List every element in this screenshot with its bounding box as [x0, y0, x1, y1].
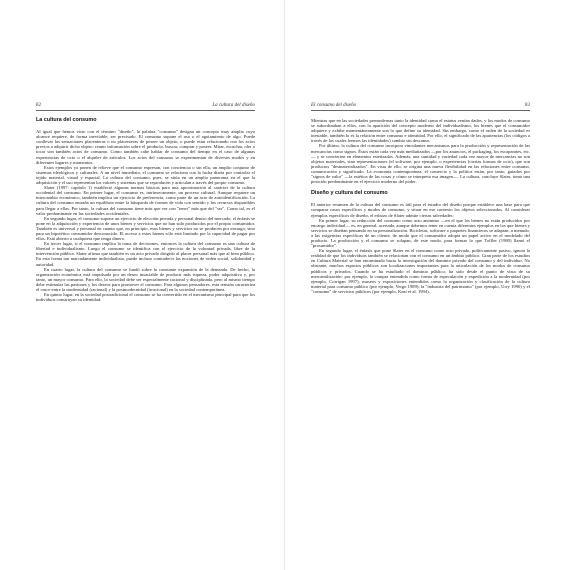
running-head-right: El consumo del diseño	[311, 103, 357, 108]
right-page	[285, 0, 570, 570]
paragraph: En primer lugar, su reducción del consumo como acto anónimo —en el que los bienes no están producidos por encargo individual— es, en general, acertada, aunque debemos tener en cuenta diferentes ejemplos en los que bienes y servicios se diseñan pensando en su personalización. Bicicletas, software o paquetes financieros se adaptan, a menudo, a las exigencias específicas de un cliente, de modo que el consumidor adopta un papel activo en el modelado del producto. La producción y el consumo se solapan, de este modo, para formar lo que Toffler (1980) llamó el "prosumidor".	[311, 217, 530, 249]
paragraph: En tercer lugar, si el consumo implica la toma de decisiones, entonces la cultura del consumo es una cultura de libertad e individualismo. Luego el consumo se identifica con el ejercicio de la voluntad privada, libre de la intervención pública. Slater afirma que también es un acto privado dirigido al placer personal más que al bien público. En esta forma tan marcadamente individualista, puede incluso contradecir las nociones de orden social, solidaridad y autoridad.	[36, 241, 255, 267]
page-number-right: 83	[525, 103, 530, 108]
paragraph: Al igual que hemos visto con el término "diseño", la palabra "consumo" designa un concepto muy amplio cuyo alcance requiere, de forma inevitable, ser precisado. El consumo supone el uso o el agotamiento de algo. Puede conllevar las sensaciones placenteras o no placenteras de poseer un objeto, o puede estar relacionado con los actos previos a adquirir dicho objeto: reunir información sobre el producto, buscar, comprar y poseer. Mirar, escuchar, oler o tocar son también actos de consumo. Como también cabe hablar de consumo del tiempo en el caso de algunas experiencias de ocio o el alquiler de artículos. Los actos del consumo se experimentan de diversos modos y en diferentes lugares y momentos.	[36, 129, 255, 165]
header-rule-left	[36, 110, 255, 111]
body-text-left	[36, 118, 255, 302]
paragraph: Estos ejemplos ya ponen de relieve que el consumo expresan, con conciencia o sin ella, un amplio conjunto de sistemas ideológicos y culturales. A un nivel inmediato, el consumo se relaciona con la lucha diaria por controlar el tejido material, visual y espacial. La cultura del consumo, pues, se sitúa en un amplio panorama en el que la adquisición y el uso representan los valores y sistemas que se reproducen y articulan a través del propio consumo.	[36, 164, 255, 186]
paragraph: Por último, la cultura del consumo incorpora vinculantes mecanismos para la producción y representación de las mercancías como signos. Éstos están cada vez más mediatizados —por los anuncios, el packaging, los escaparates, etc.— y se convierten en elementos estetizados. Además, una cantidad y variedad cada vez mayor de mercancías no son objetos materiales, sino representaciones (el software, por ejemplo, o experiencias (ciertas formas de ocio), que son productos "desmaterializados". En vista de ello, se origina una nueva flexibilidad en las relaciones entre consumo, comunicación y significado. La economía contemporánea, el comercio y la política están, por tanto, guiados por "signos de valor" —la estética de las cosas y cómo se interpreta esa imagen—. La cultura, concluye Slater, toma una posición predominante en el ejercicio moderno del poder.	[311, 143, 530, 185]
paragraph: Slater (1997: capítulo 1) estableció algunas normas básicas para una aproximación al carácter de la cultura occidental del consumo. En primer lugar, el consumo es, intrínsecamente, un proceso cultural. Aunque requiere un intercambio económico, también implica un ejercicio de preferencia, como parte de un acto de autoidentificación. La cultura del consumo entraña un equilibrio entre la búsqueda de formas de vida con sentido y los recursos disponibles para llegar a ellas. Por tanto, la cultura del consumo tiene más que ver con "tener" más que del "ser". Como tal, es el valor predominante en las sociedades occidentales.	[36, 185, 255, 216]
paragraph: El anterior resumen de la cultura del consumo es útil para el estudio del diseño porque establece una base para que comparar casos específicos y modos de consumo, y situar en ese contexto los objetos seleccionados. Al considerar ejemplos específicos de diseño, el esbozo de Slater admite ciertas salvedades:	[311, 202, 530, 218]
section-title: La cultura del consumo	[36, 117, 97, 123]
paragraph: En quinto lugar, en la sociedad postradicional el consumo se ha convertido en el mecanismo principal para que los individuos construyan su identidad.	[36, 292, 255, 303]
header-rule-right	[311, 110, 530, 111]
paragraph: En segundo lugar, el consumo supone un ejercicio de elección privada y personal dentro del mercado: el énfasis se pone en la adquisición y experiencia de unos bienes y servicios que no han sido producidos por el propio consumidor. También es universal y personal en cuanto que, en principio, esos bienes y servicios no se producen por encargo, sino para un hipotético consumidor desconocido. El acceso a estos bienes sólo está limitado por la capacidad de pagar por ellos. Está abierto a cualquiera que tenga dinero.	[36, 215, 255, 242]
paragraph: Mientras que en las sociedades premodernas tanto la identidad como el estatus venían dados, y los modos de consumo se subordinaban a ellos, con la aparición del concepto moderno del individualismo, los bienes que el consumidor adquiere y exhibe momentáneamente son lo que define su identidad. Sin embargo, como el orden de la sociedad es inestable, también lo es la relación entre consumo e identidad. Por ello, el significado de las apariencias (los códigos a través de los cuales leemos las identidades) cambia sin descanso.	[311, 118, 530, 144]
paragraph: En cuarto lugar, la cultura del consumo se fundó sobre la constante expansión de la demanda. De hecho, la organización económica está impulsada por un deseo insaciable de producir más riqueza, poder adquisitivo y, por tanto, un mayor consumo. Para ello, la sociedad debe ser especialmente racional y disciplinada, pero al mismo tiempo debe estimular las pasiones y los deseos para promover el consumo. Para algunos pensadores, esta tensión caracteriza el cruce entre la modernidad (racional) y la postmodernidad (irracional) en la sociedad contemporánea.	[36, 266, 255, 292]
page-number-left: 82	[36, 103, 41, 108]
section-title: Diseño y cultura del consumo	[311, 190, 388, 197]
running-head-left: La cultura del diseño	[212, 103, 255, 108]
body-text-right	[311, 118, 530, 294]
paragraph: En segundo lugar, el énfasis que pone Slater en el consumo como acto privado, políticamente pasivo, ignora la realidad de que los individuos también se relacionan con el consumo en un ámbito público. Gran parte de los estudios en Cultura Material se han encaminado hacia la investigación del dominio privado del consumo y del individuo. No obstante, muchos espacios públicos son localizaciones importantes para la articulación de los modos de consumo públicos y privados. Cuando se ha estudiado el dominio público, ha sido desde el punto de vista de su mercantilización: por ejemplo, la compra entendida como forma de especulación y expedición a la modernidad (por ejemplo, Corrigan 1997); museos y exposiciones entendidos como la organización y clasificación de la cultura material para consumo público (por ejemplo, Vergo 1989); la "industria del patrimonio" (por ejemplo, Urry 1990) y el "consumo" de servicios públicos (por ejemplo, Keat et al. 1994).	[311, 248, 530, 294]
